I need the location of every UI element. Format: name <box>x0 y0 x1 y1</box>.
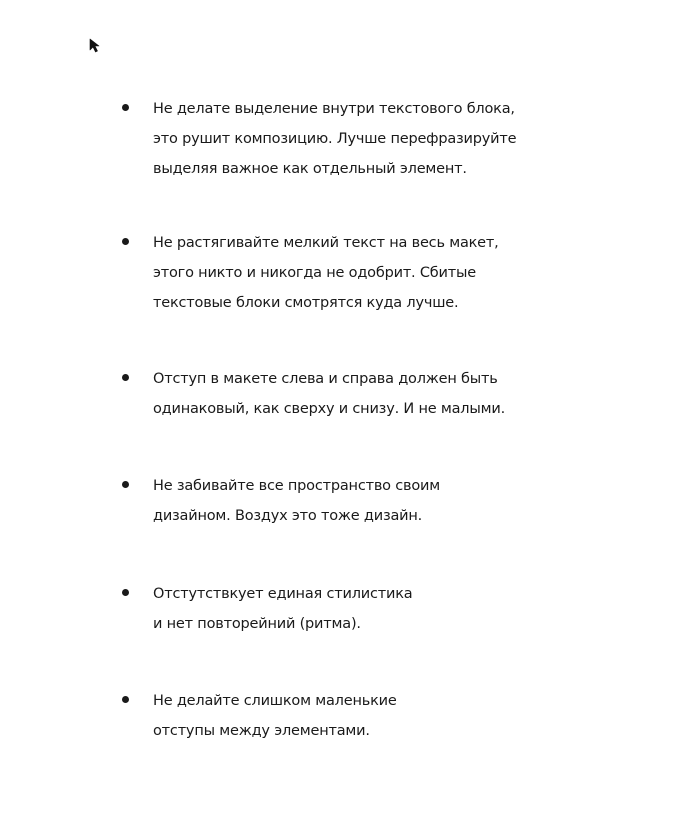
bullet-dot-icon <box>122 481 129 488</box>
bullet-dot-icon <box>122 696 129 703</box>
tip-text: Не растягивайте мелкий текст на весь макет, этого никто и никогда не одобрит. Сбитые текстовые блоки смотрятся куда лучше. <box>153 235 499 311</box>
bullet-dot-icon <box>122 104 129 111</box>
tip-text: Не забивайте все пространство своим дизайном. Воздух это тоже дизайн. <box>153 478 441 524</box>
bullet-dot-icon <box>122 238 129 245</box>
tip-text: Отстутствкует единая стилистика и нет повторейний (ритма). <box>153 586 413 632</box>
tip-text: Не делайте слишком маленькие отступы между элементами. <box>153 693 397 739</box>
tip-text: Отступ в макете слева и справа должен быть одинаковый, как сверху и снизу. И не малыми. <box>153 371 505 417</box>
bullet-dot-icon <box>122 374 129 381</box>
tip-text: Не делате выделение внутри текстового блока, это рушит композицию. Лучше перефразируйте выделяя важное как отдельный элемент. <box>153 101 517 177</box>
bullet-dot-icon <box>122 589 129 596</box>
